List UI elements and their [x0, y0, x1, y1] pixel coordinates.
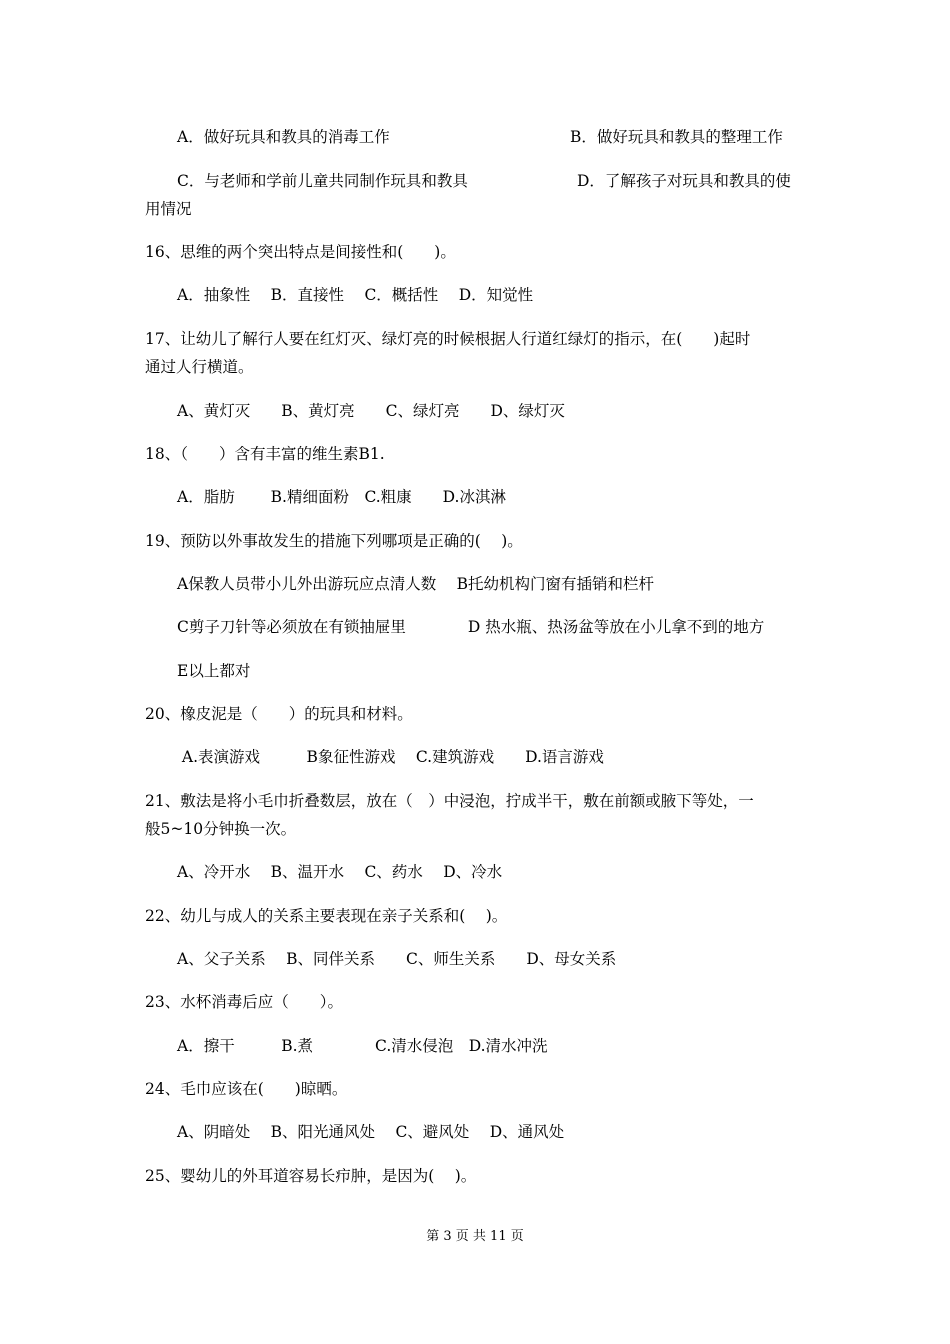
q15-option-a: A．做好玩具和教具的消毒工作 [177, 128, 390, 146]
question-16: 16、思维的两个突出特点是间接性和( )。 [145, 243, 456, 261]
q15-option-c: C．与老师和学前儿童共同制作玩具和教具 [177, 172, 468, 190]
question-18-options: A．脂肪 B.精细面粉 C.粗康 D.冰淇淋 [177, 488, 506, 506]
question-21-continued: 般5~10分钟换一次。 [145, 820, 297, 838]
question-19-options-cd: C剪子刀针等必须放在有锁抽屉里 D 热水瓶、热汤盆等放在小儿拿不到的地方 [177, 618, 765, 636]
question-17: 17、让幼儿了解行人要在红灯灭、绿灯亮的时候根据人行道红绿灯的指示，在( )起时 [145, 330, 751, 348]
page-footer: 第 3 页 共 11 页 [426, 1229, 524, 1244]
question-19-options-ab: A保教人员带小儿外出游玩应点清人数 B托幼机构门窗有插销和栏杆 [177, 575, 655, 593]
question-20-options: A.表演游戏 B象征性游戏 C.建筑游戏 D.语言游戏 [177, 748, 604, 766]
question-18: 18、（ ）含有丰富的维生素B1. [145, 445, 385, 463]
question-22: 22、幼儿与成人的关系主要表现在亲子关系和( )。 [145, 907, 508, 925]
question-21-options: A、冷开水 B、温开水 C、药水 D、冷水 [177, 863, 503, 881]
question-19-option-e: E以上都对 [177, 662, 251, 680]
q15-option-d: D．了解孩子对玩具和教具的使 [577, 172, 791, 190]
question-24: 24、毛巾应该在( )晾晒。 [145, 1080, 348, 1098]
question-20: 20、橡皮泥是（ ）的玩具和材料。 [145, 705, 413, 723]
question-22-options: A、父子关系 B、同伴关系 C、师生关系 D、母女关系 [177, 950, 617, 968]
question-17-options: A、黄灯灭 B、黄灯亮 C、绿灯亮 D、绿灯灭 [177, 402, 565, 420]
question-25: 25、婴幼儿的外耳道容易长疖肿，是因为( )。 [145, 1167, 477, 1185]
q15-option-d-continued: 用情况 [145, 200, 192, 218]
question-23: 23、水杯消毒后应（ ）。 [145, 993, 343, 1011]
question-21: 21、敷法是将小毛巾折叠数层，放在（ ）中浸泡，拧成半干，敷在前额或腋下等处，一 [145, 792, 754, 810]
question-16-options: A．抽象性 B．直接性 C．概括性 D．知觉性 [177, 286, 534, 304]
question-19: 19、预防以外事故发生的措施下列哪项是正确的( )。 [145, 532, 523, 550]
question-17-continued: 通过人行横道。 [145, 358, 254, 376]
question-24-options: A、阴暗处 B、阳光通风处 C、避风处 D、通风处 [177, 1123, 565, 1141]
q15-option-b: B．做好玩具和教具的整理工作 [570, 128, 783, 146]
question-23-options: A．擦干 B.煮 C.清水侵泡 D.清水冲洗 [177, 1037, 548, 1055]
